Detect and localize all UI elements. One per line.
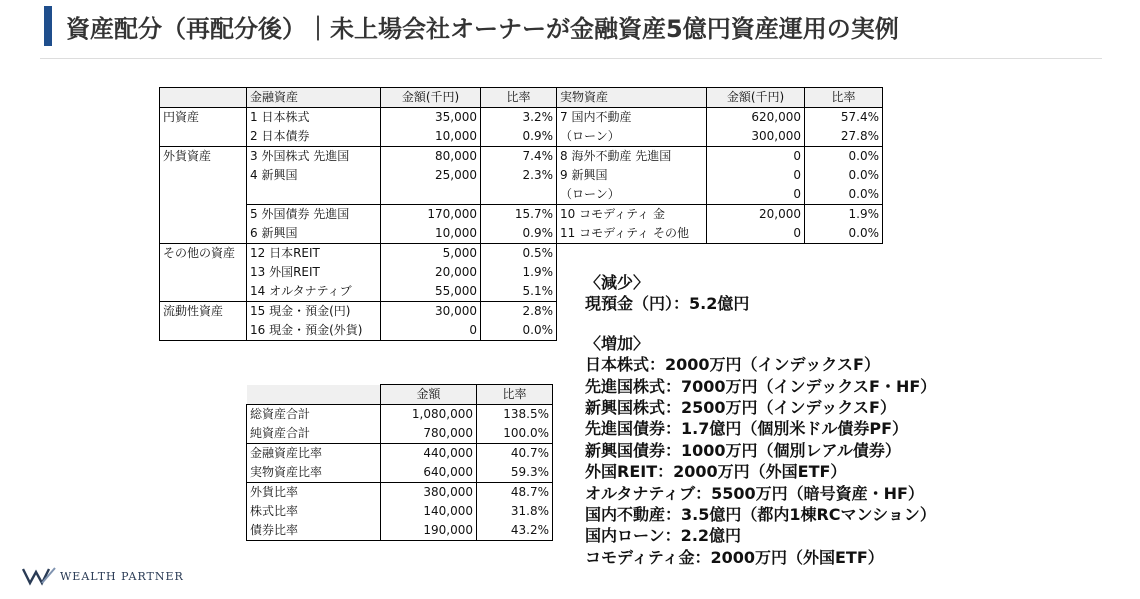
table-cell: 30,000 bbox=[381, 302, 481, 322]
summary-cell: 59.3% bbox=[477, 463, 553, 483]
table-cell: 170,000 bbox=[381, 205, 481, 225]
table-cell: 1 日本株式 bbox=[247, 108, 381, 128]
table-cell: （ローン） bbox=[557, 185, 707, 205]
table-cell: 620,000 bbox=[707, 108, 805, 128]
table-cell: 0 bbox=[707, 166, 805, 185]
table-cell: 57.4% bbox=[805, 108, 883, 128]
table-cell: 0.9% bbox=[481, 127, 557, 147]
table-cell bbox=[707, 244, 805, 264]
table-cell: 3 外国株式 先進国 bbox=[247, 147, 381, 167]
summary-row bbox=[247, 424, 553, 444]
table-row bbox=[160, 185, 883, 205]
table-row bbox=[160, 205, 883, 225]
header-cell-ratio-real: 比率 bbox=[805, 88, 883, 108]
table-cell: 6 新興国 bbox=[247, 224, 381, 244]
summary-cell: 31.8% bbox=[477, 502, 553, 521]
table-cell: 0 bbox=[707, 224, 805, 244]
increase-line: 国内不動産：3.5億円（都内1棟RCマンション） bbox=[585, 505, 936, 525]
title-accent-bar bbox=[44, 6, 52, 46]
summary-cell: 100.0% bbox=[477, 424, 553, 444]
increase-line: 日本株式：2000万円（インデックスF） bbox=[585, 355, 880, 375]
increase-line: 先進国債券：1.7億円（個別米ドル債券PF） bbox=[585, 419, 909, 439]
table-cell: その他の資産 bbox=[160, 244, 247, 264]
table-cell: 12 日本REIT bbox=[247, 244, 381, 264]
table-cell: 10 コモディティ 金 bbox=[557, 205, 707, 225]
summary-row bbox=[247, 405, 553, 425]
table-cell: 外貨資産 bbox=[160, 147, 247, 167]
summary-cell: 40.7% bbox=[477, 444, 553, 464]
table-cell: 0.0% bbox=[805, 224, 883, 244]
brand-logo bbox=[22, 566, 184, 586]
table-cell: 5.1% bbox=[481, 282, 557, 302]
table-cell: 0.5% bbox=[481, 244, 557, 264]
increase-line: 先進国株式：7000万円（インデックスF・HF） bbox=[585, 376, 937, 396]
table-cell bbox=[160, 185, 247, 205]
summary-cell: 138.5% bbox=[477, 405, 553, 425]
table-cell: 0.0% bbox=[805, 185, 883, 205]
table-cell: 8 海外不動産 先進国 bbox=[557, 147, 707, 167]
summary-cell: 640,000 bbox=[381, 463, 477, 483]
summary-table bbox=[246, 384, 553, 541]
reallocation-notes bbox=[585, 272, 936, 568]
table-cell: 0.0% bbox=[805, 166, 883, 185]
increase-line: 外国REIT：2000万円（外国ETF） bbox=[585, 462, 847, 482]
increase-list bbox=[585, 354, 936, 568]
table-cell bbox=[805, 244, 883, 264]
table-cell bbox=[160, 127, 247, 147]
summary-cell: 48.7% bbox=[477, 483, 553, 503]
summary-cell: 43.2% bbox=[477, 521, 553, 541]
header-cell-amount: 金額(千円) bbox=[381, 88, 481, 108]
table-cell: 5,000 bbox=[381, 244, 481, 264]
table-cell: 0.0% bbox=[481, 321, 557, 341]
table-cell: 流動性資産 bbox=[160, 302, 247, 322]
header-cell-ratio: 比率 bbox=[481, 88, 557, 108]
table-cell: 0 bbox=[381, 321, 481, 341]
table-header-row bbox=[160, 88, 883, 108]
summary-table-body bbox=[247, 405, 553, 541]
table-cell: 300,000 bbox=[707, 127, 805, 147]
summary-cell: 440,000 bbox=[381, 444, 477, 464]
summary-cell: 380,000 bbox=[381, 483, 477, 503]
table-cell: 9 新興国 bbox=[557, 166, 707, 185]
increase-line: オルタナティブ：5500万円（暗号資産・HF） bbox=[585, 483, 924, 503]
table-cell: 10,000 bbox=[381, 127, 481, 147]
logo-w-icon bbox=[22, 566, 56, 586]
summary-header-row bbox=[247, 385, 553, 405]
table-cell: 15.7% bbox=[481, 205, 557, 225]
table-cell bbox=[481, 185, 557, 205]
summary-header-amount: 金額 bbox=[381, 385, 477, 405]
page-title: 資産配分（再配分後）｜未上場会社オーナーが金融資産5億円資産運用の実例 bbox=[66, 15, 899, 43]
table-cell: 80,000 bbox=[381, 147, 481, 167]
table-row bbox=[160, 147, 883, 167]
summary-header-blank bbox=[247, 385, 381, 405]
decrease-heading: 〈減少〉 bbox=[585, 273, 650, 292]
table-cell bbox=[557, 244, 707, 264]
table-cell: 20,000 bbox=[707, 205, 805, 225]
table-cell: （ローン） bbox=[557, 127, 707, 147]
table-cell: 14 オルタナティブ bbox=[247, 282, 381, 302]
increase-heading: 〈増加〉 bbox=[585, 333, 650, 353]
summary-cell: 780,000 bbox=[381, 424, 477, 444]
table-cell: 1.9% bbox=[805, 205, 883, 225]
table-cell: 0.9% bbox=[481, 224, 557, 244]
table-cell bbox=[381, 185, 481, 205]
table-cell: 2.8% bbox=[481, 302, 557, 322]
summary-cell: 債券比率 bbox=[247, 521, 381, 541]
summary-row bbox=[247, 463, 553, 483]
table-row bbox=[160, 166, 883, 185]
increase-line: 国内ローン：2.2億円 bbox=[585, 526, 742, 546]
summary-header-ratio: 比率 bbox=[477, 385, 553, 405]
table-cell: 2.3% bbox=[481, 166, 557, 185]
summary-row bbox=[247, 502, 553, 521]
table-cell: 1.9% bbox=[481, 263, 557, 282]
summary-cell: 金融資産比率 bbox=[247, 444, 381, 464]
summary-cell: 1,080,000 bbox=[381, 405, 477, 425]
table-row bbox=[160, 244, 883, 264]
table-cell: 円資産 bbox=[160, 108, 247, 128]
table-cell: 3.2% bbox=[481, 108, 557, 128]
table-cell: 0 bbox=[707, 185, 805, 205]
table-cell: 7 国内不動産 bbox=[557, 108, 707, 128]
summary-cell: 190,000 bbox=[381, 521, 477, 541]
table-row bbox=[160, 127, 883, 147]
table-cell: 13 外国REIT bbox=[247, 263, 381, 282]
table-cell: 2 日本債券 bbox=[247, 127, 381, 147]
header-cell-financial: 金融資産 bbox=[247, 88, 381, 108]
table-cell: 10,000 bbox=[381, 224, 481, 244]
decrease-line: 現預金（円）：5.2億円 bbox=[585, 294, 750, 314]
table-cell: 11 コモディティ その他 bbox=[557, 224, 707, 244]
summary-cell: 140,000 bbox=[381, 502, 477, 521]
table-cell bbox=[160, 321, 247, 341]
summary-row bbox=[247, 483, 553, 503]
table-cell bbox=[160, 282, 247, 302]
table-cell: 16 現金・預金(外貨) bbox=[247, 321, 381, 341]
header-cell-amount-real: 金額(千円) bbox=[707, 88, 805, 108]
table-cell bbox=[160, 224, 247, 244]
table-cell: 15 現金・預金(円) bbox=[247, 302, 381, 322]
table-cell: 0 bbox=[707, 147, 805, 167]
table-cell: 7.4% bbox=[481, 147, 557, 167]
table-cell: 25,000 bbox=[381, 166, 481, 185]
table-cell: 20,000 bbox=[381, 263, 481, 282]
summary-cell: 株式比率 bbox=[247, 502, 381, 521]
table-cell bbox=[247, 185, 381, 205]
title-divider bbox=[40, 58, 1102, 59]
table-cell: 35,000 bbox=[381, 108, 481, 128]
summary-row bbox=[247, 444, 553, 464]
increase-line: 新興国株式：2500万円（インデックスF） bbox=[585, 398, 896, 418]
summary-cell: 外貨比率 bbox=[247, 483, 381, 503]
table-cell bbox=[160, 263, 247, 282]
table-row bbox=[160, 108, 883, 128]
header-cell-category bbox=[160, 88, 247, 108]
table-cell: 4 新興国 bbox=[247, 166, 381, 185]
summary-cell: 実物資産比率 bbox=[247, 463, 381, 483]
table-cell: 5 外国債券 先進国 bbox=[247, 205, 381, 225]
increase-line: コモディティ金：2000万円（外国ETF） bbox=[585, 547, 884, 567]
table-cell bbox=[160, 166, 247, 185]
table-cell: 27.8% bbox=[805, 127, 883, 147]
increase-line: 新興国債券：1000万円（個別レアル債券） bbox=[585, 440, 901, 460]
summary-cell: 純資産合計 bbox=[247, 424, 381, 444]
summary-row bbox=[247, 521, 553, 541]
table-cell: 55,000 bbox=[381, 282, 481, 302]
table-row bbox=[160, 224, 883, 244]
table-cell bbox=[160, 205, 247, 225]
summary-cell: 総資産合計 bbox=[247, 405, 381, 425]
logo-text: WEALTH PARTNER bbox=[60, 569, 184, 583]
table-cell: 0.0% bbox=[805, 147, 883, 167]
header-cell-real: 実物資産 bbox=[557, 88, 707, 108]
